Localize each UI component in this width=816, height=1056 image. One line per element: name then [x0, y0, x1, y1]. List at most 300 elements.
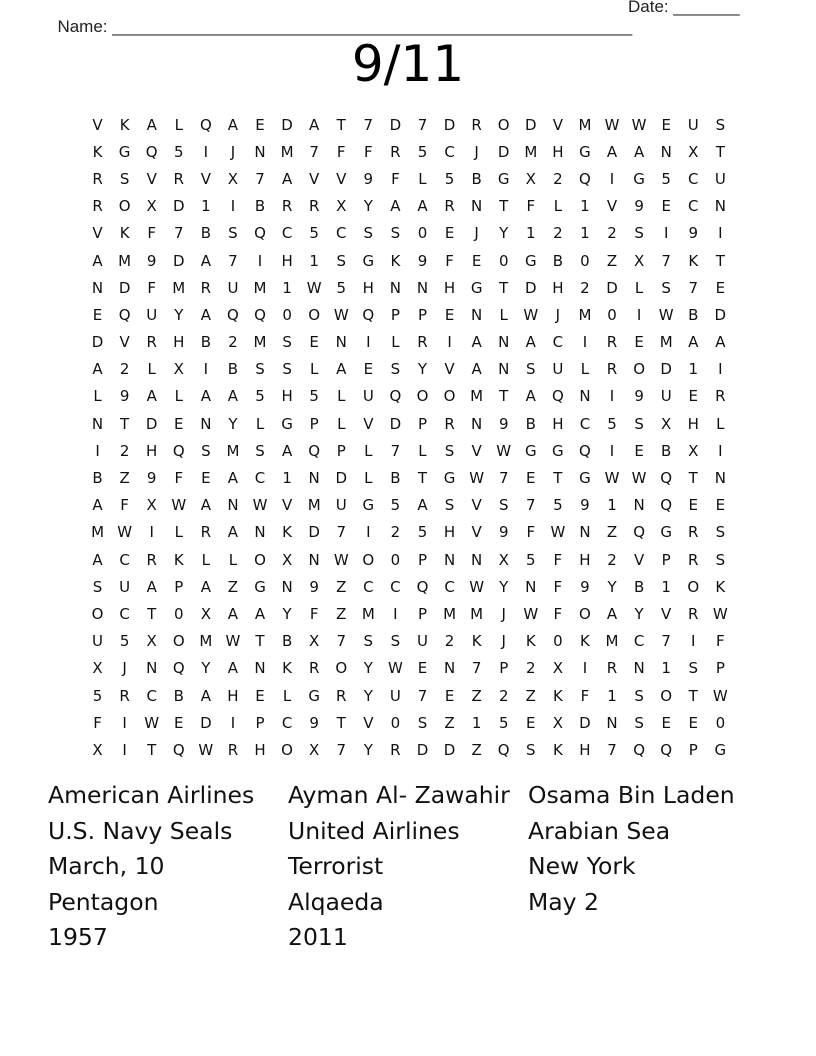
grid-cell[interactable]: I	[636, 305, 642, 324]
grid-cell[interactable]: 0	[390, 550, 401, 569]
grid-cell[interactable]: G	[524, 441, 537, 460]
grid-cell[interactable]: 7	[336, 523, 347, 542]
grid-cell[interactable]: T	[255, 632, 265, 651]
grid-cell[interactable]: W	[333, 550, 349, 569]
grid-cell[interactable]: V	[309, 169, 320, 188]
grid-cell[interactable]: S	[390, 360, 401, 379]
grid-cell[interactable]: M	[280, 142, 294, 161]
grid-cell[interactable]: J	[501, 632, 506, 651]
grid-cell[interactable]: W	[631, 469, 647, 488]
grid-cell[interactable]: E	[174, 713, 184, 732]
grid-cell[interactable]: Y	[201, 659, 211, 678]
grid-cell[interactable]: A	[471, 360, 482, 379]
grid-cell[interactable]: E	[688, 496, 698, 515]
grid-cell[interactable]: N	[443, 659, 456, 678]
grid-cell[interactable]: 7	[228, 251, 238, 270]
grid-cell[interactable]: Z	[336, 604, 347, 623]
grid-cell[interactable]: S	[282, 360, 292, 379]
grid-cell[interactable]: Z	[471, 740, 482, 759]
grid-cell[interactable]: 2	[526, 659, 536, 678]
grid-cell[interactable]: T	[417, 469, 428, 488]
grid-cell[interactable]: S	[634, 686, 644, 705]
grid-cell[interactable]: X	[281, 550, 293, 569]
grid-cell[interactable]: U	[687, 115, 699, 134]
grid-cell[interactable]: K	[525, 632, 536, 651]
grid-cell[interactable]: E	[526, 469, 536, 488]
grid-cell[interactable]: B	[525, 414, 536, 433]
grid-cell[interactable]: 9	[498, 414, 509, 433]
grid-cell[interactable]: U	[714, 169, 726, 188]
grid-cell[interactable]: K	[580, 632, 590, 651]
grid-cell[interactable]: 7	[336, 740, 347, 759]
grid-cell[interactable]: 5	[309, 387, 319, 406]
grid-cell[interactable]: X	[309, 632, 320, 651]
grid-cell[interactable]: V	[471, 523, 482, 542]
grid-cell[interactable]: 0	[282, 305, 292, 324]
grid-cell[interactable]: A	[525, 387, 536, 406]
grid-cell[interactable]: X	[146, 496, 157, 515]
grid-cell[interactable]: X	[309, 740, 320, 759]
grid-cell[interactable]: P	[174, 577, 184, 596]
grid-cell[interactable]: P	[688, 740, 698, 759]
grid-cell[interactable]: Q	[118, 305, 131, 324]
grid-cell[interactable]: R	[606, 333, 618, 352]
grid-cell[interactable]: D	[335, 469, 348, 488]
grid-cell[interactable]: A	[146, 115, 157, 134]
grid-cell[interactable]: N	[308, 469, 320, 488]
grid-cell[interactable]: R	[444, 197, 455, 216]
name-field-label[interactable]: Name: _______________________________________________________	[57, 17, 633, 36]
grid-cell[interactable]: N	[335, 333, 347, 352]
grid-cell[interactable]: L	[201, 550, 211, 569]
grid-cell[interactable]: 5	[390, 496, 401, 515]
grid-cell[interactable]: H	[552, 414, 564, 433]
grid-cell[interactable]: N	[416, 278, 429, 297]
grid-cell[interactable]: Q	[254, 305, 266, 324]
grid-cell[interactable]: 5	[417, 142, 428, 161]
grid-cell[interactable]: N	[579, 523, 591, 542]
grid-cell[interactable]: F	[716, 632, 725, 651]
grid-cell[interactable]: G	[443, 469, 456, 488]
grid-cell[interactable]: B	[390, 469, 401, 488]
grid-cell[interactable]: K	[715, 577, 726, 596]
grid-cell[interactable]: L	[337, 414, 346, 433]
grid-cell[interactable]: B	[200, 333, 211, 352]
grid-cell[interactable]: Y	[228, 414, 238, 433]
grid-cell[interactable]: V	[444, 360, 455, 379]
grid-cell[interactable]: L	[499, 305, 508, 324]
grid-cell[interactable]: C	[688, 197, 699, 216]
grid-cell[interactable]: Y	[282, 604, 292, 623]
grid-cell[interactable]: A	[227, 659, 239, 678]
grid-cell[interactable]: S	[336, 251, 346, 270]
grid-cell[interactable]: I	[663, 224, 669, 243]
grid-cell[interactable]: D	[118, 278, 131, 297]
grid-cell[interactable]: G	[362, 251, 375, 270]
grid-cell[interactable]: 0	[553, 632, 563, 651]
grid-cell[interactable]: A	[200, 686, 211, 705]
grid-cell[interactable]: Z	[471, 686, 482, 705]
grid-cell[interactable]: D	[281, 115, 293, 134]
grid-cell[interactable]: J	[230, 142, 236, 161]
grid-cell[interactable]: 2	[607, 550, 617, 569]
grid-cell[interactable]: X	[146, 197, 157, 216]
grid-cell[interactable]: 0	[607, 305, 617, 324]
grid-cell[interactable]: C	[119, 604, 130, 623]
grid-cell[interactable]: C	[363, 577, 374, 596]
grid-cell[interactable]: A	[336, 360, 347, 379]
grid-cell[interactable]: E	[363, 360, 374, 379]
grid-cell[interactable]: Q	[579, 441, 591, 460]
grid-cell[interactable]: W	[712, 604, 728, 623]
grid-cell[interactable]: U	[119, 577, 131, 596]
grid-cell[interactable]: 1	[282, 278, 292, 297]
grid-cell[interactable]: X	[498, 550, 509, 569]
grid-cell[interactable]: I	[366, 333, 371, 352]
grid-cell[interactable]: X	[633, 251, 645, 270]
grid-cell[interactable]: 5	[119, 632, 130, 651]
grid-cell[interactable]: O	[660, 686, 673, 705]
grid-cell[interactable]: G	[254, 577, 266, 596]
grid-cell[interactable]: Y	[417, 360, 428, 379]
grid-cell[interactable]: O	[308, 305, 321, 324]
grid-cell[interactable]: Z	[525, 686, 536, 705]
grid-cell[interactable]: S	[661, 278, 671, 297]
grid-cell[interactable]: 7	[471, 659, 482, 678]
grid-cell[interactable]: V	[363, 414, 374, 433]
grid-cell[interactable]: X	[688, 142, 699, 161]
grid-cell[interactable]: S	[363, 632, 374, 651]
grid-cell[interactable]: Z	[119, 469, 130, 488]
grid-cell[interactable]: C	[146, 686, 157, 705]
grid-cell[interactable]: 5	[498, 713, 509, 732]
grid-cell[interactable]: N	[498, 360, 510, 379]
grid-cell[interactable]: F	[336, 142, 346, 161]
grid-cell[interactable]: H	[173, 333, 185, 352]
grid-cell[interactable]: M	[226, 441, 240, 460]
grid-cell[interactable]: 5	[661, 169, 671, 188]
grid-cell[interactable]: M	[470, 387, 484, 406]
grid-cell[interactable]: O	[281, 740, 293, 759]
grid-cell[interactable]: A	[309, 115, 320, 134]
grid-cell[interactable]: P	[661, 550, 671, 569]
grid-cell[interactable]: R	[200, 523, 212, 542]
grid-cell[interactable]: B	[200, 224, 211, 243]
grid-cell[interactable]: 1	[607, 686, 617, 705]
grid-cell[interactable]: R	[308, 659, 320, 678]
grid-cell[interactable]: 0	[417, 224, 428, 243]
grid-cell[interactable]: V	[661, 604, 672, 623]
grid-cell[interactable]: R	[119, 686, 130, 705]
grid-cell[interactable]: M	[605, 632, 619, 651]
grid-cell[interactable]: A	[281, 169, 293, 188]
grid-cell[interactable]: V	[471, 496, 482, 515]
grid-cell[interactable]: C	[254, 469, 266, 488]
grid-cell[interactable]: E	[715, 278, 726, 297]
grid-cell[interactable]: Y	[363, 740, 373, 759]
grid-cell[interactable]: I	[149, 523, 154, 542]
grid-cell[interactable]: V	[92, 115, 103, 134]
grid-cell[interactable]: L	[553, 197, 563, 216]
grid-cell[interactable]: A	[227, 387, 239, 406]
grid-cell[interactable]: N	[91, 414, 104, 433]
grid-cell[interactable]: 9	[146, 251, 157, 270]
grid-cell[interactable]: H	[146, 441, 158, 460]
grid-cell[interactable]: 9	[634, 387, 644, 406]
grid-cell[interactable]: U	[552, 360, 564, 379]
grid-cell[interactable]: J	[555, 305, 561, 324]
grid-cell[interactable]: U	[416, 632, 428, 651]
grid-cell[interactable]: S	[119, 169, 130, 188]
grid-cell[interactable]: B	[661, 441, 672, 460]
grid-cell[interactable]: 9	[580, 577, 590, 596]
grid-cell[interactable]: G	[497, 169, 510, 188]
grid-cell[interactable]: S	[688, 659, 699, 678]
grid-cell[interactable]: 1	[580, 224, 590, 243]
grid-cell[interactable]: C	[281, 224, 293, 243]
grid-cell[interactable]: O	[91, 604, 104, 623]
grid-cell[interactable]: Q	[362, 305, 375, 324]
grid-cell[interactable]: C	[688, 169, 699, 188]
grid-cell[interactable]: Q	[308, 441, 321, 460]
grid-cell[interactable]: S	[444, 441, 455, 460]
grid-cell[interactable]: F	[391, 169, 400, 188]
grid-cell[interactable]: N	[254, 523, 266, 542]
grid-cell[interactable]: P	[715, 659, 725, 678]
grid-cell[interactable]: A	[200, 305, 211, 324]
grid-cell[interactable]: K	[119, 224, 130, 243]
grid-cell[interactable]: H	[362, 278, 374, 297]
grid-cell[interactable]: H	[254, 740, 266, 759]
grid-cell[interactable]: 2	[553, 169, 563, 188]
grid-cell[interactable]: E	[309, 333, 319, 352]
grid-cell[interactable]: 9	[363, 169, 374, 188]
grid-cell[interactable]: W	[658, 305, 674, 324]
grid-cell[interactable]: G	[308, 686, 320, 705]
grid-cell[interactable]: D	[660, 360, 672, 379]
grid-cell[interactable]: R	[606, 360, 618, 379]
grid-cell[interactable]: X	[227, 169, 239, 188]
grid-cell[interactable]: S	[363, 224, 374, 243]
grid-cell[interactable]: O	[362, 550, 375, 569]
grid-cell[interactable]: S	[228, 224, 238, 243]
grid-cell[interactable]: F	[553, 550, 563, 569]
grid-cell[interactable]: K	[92, 142, 103, 161]
grid-cell[interactable]: I	[203, 360, 209, 379]
grid-cell[interactable]: W	[252, 496, 268, 515]
grid-cell[interactable]: 2	[553, 224, 563, 243]
grid-cell[interactable]: W	[712, 686, 728, 705]
grid-cell[interactable]: X	[200, 604, 211, 623]
grid-cell[interactable]: D	[525, 278, 537, 297]
grid-cell[interactable]: D	[308, 523, 320, 542]
grid-cell[interactable]: 9	[580, 496, 590, 515]
grid-cell[interactable]: G	[362, 496, 375, 515]
grid-cell[interactable]: G	[579, 142, 591, 161]
grid-cell[interactable]: W	[117, 523, 133, 542]
grid-cell[interactable]: N	[308, 550, 320, 569]
grid-cell[interactable]: R	[688, 604, 699, 623]
grid-cell[interactable]: N	[200, 414, 212, 433]
grid-cell[interactable]: A	[715, 333, 726, 352]
grid-cell[interactable]: N	[389, 278, 402, 297]
grid-cell[interactable]: T	[688, 686, 698, 705]
grid-cell[interactable]: T	[715, 251, 725, 270]
grid-cell[interactable]: W	[171, 496, 187, 515]
grid-cell[interactable]: L	[580, 360, 590, 379]
grid-cell[interactable]: 1	[580, 197, 590, 216]
grid-cell[interactable]: G	[552, 441, 564, 460]
grid-cell[interactable]: 7	[661, 251, 671, 270]
grid-cell[interactable]: Q	[172, 659, 185, 678]
grid-cell[interactable]: Q	[416, 577, 429, 596]
grid-cell[interactable]: N	[146, 659, 158, 678]
grid-cell[interactable]: W	[550, 523, 566, 542]
grid-cell[interactable]: B	[254, 197, 266, 216]
grid-cell[interactable]: E	[661, 115, 671, 134]
grid-cell[interactable]: A	[606, 604, 618, 623]
grid-cell[interactable]: A	[254, 604, 266, 623]
grid-cell[interactable]: O	[118, 197, 131, 216]
grid-cell[interactable]: S	[526, 740, 536, 759]
grid-cell[interactable]: C	[552, 333, 564, 352]
grid-cell[interactable]: I	[122, 713, 127, 732]
grid-cell[interactable]: 7	[174, 224, 184, 243]
grid-cell[interactable]: D	[497, 142, 510, 161]
grid-cell[interactable]: N	[714, 197, 726, 216]
grid-cell[interactable]: G	[470, 278, 483, 297]
grid-cell[interactable]: L	[93, 387, 102, 406]
grid-cell[interactable]: E	[255, 115, 265, 134]
grid-cell[interactable]: I	[203, 142, 209, 161]
grid-cell[interactable]: U	[146, 305, 158, 324]
grid-cell[interactable]: I	[95, 441, 100, 460]
grid-cell[interactable]: A	[227, 604, 239, 623]
grid-cell[interactable]: K	[688, 251, 699, 270]
grid-cell[interactable]: D	[172, 251, 185, 270]
grid-cell[interactable]: E	[688, 713, 698, 732]
grid-cell[interactable]: D	[389, 115, 402, 134]
grid-cell[interactable]: 7	[417, 686, 428, 705]
grid-cell[interactable]: L	[337, 387, 346, 406]
grid-cell[interactable]: R	[688, 550, 699, 569]
grid-cell[interactable]: N	[471, 414, 483, 433]
grid-cell[interactable]: L	[364, 441, 373, 460]
grid-cell[interactable]: Y	[607, 577, 617, 596]
grid-cell[interactable]: R	[444, 414, 455, 433]
grid-cell[interactable]: R	[471, 115, 482, 134]
grid-cell[interactable]: D	[443, 740, 456, 759]
grid-cell[interactable]: L	[418, 441, 427, 460]
grid-cell[interactable]: R	[417, 333, 428, 352]
grid-cell[interactable]: N	[443, 550, 456, 569]
grid-cell[interactable]: O	[254, 550, 266, 569]
grid-cell[interactable]: W	[469, 469, 485, 488]
grid-cell[interactable]: A	[200, 387, 211, 406]
grid-cell[interactable]: C	[281, 713, 293, 732]
grid-cell[interactable]: B	[688, 305, 699, 324]
grid-cell[interactable]: R	[715, 387, 726, 406]
grid-cell[interactable]: 7	[336, 632, 347, 651]
grid-cell[interactable]: P	[390, 305, 400, 324]
grid-cell[interactable]: 5	[553, 496, 563, 515]
grid-cell[interactable]: C	[444, 142, 455, 161]
grid-cell[interactable]: F	[553, 577, 563, 596]
grid-cell[interactable]: B	[227, 360, 239, 379]
grid-cell[interactable]: S	[255, 441, 265, 460]
grid-cell[interactable]: 2	[390, 523, 401, 542]
grid-cell[interactable]: G	[524, 251, 537, 270]
grid-cell[interactable]: A	[417, 496, 428, 515]
grid-cell[interactable]: R	[227, 740, 239, 759]
grid-cell[interactable]: W	[496, 441, 512, 460]
grid-cell[interactable]: 5	[444, 169, 455, 188]
grid-cell[interactable]: 9	[417, 251, 428, 270]
grid-cell[interactable]: F	[174, 469, 184, 488]
grid-cell[interactable]: 9	[634, 197, 644, 216]
grid-cell[interactable]: T	[499, 387, 509, 406]
grid-cell[interactable]: I	[609, 169, 615, 188]
grid-cell[interactable]: M	[172, 278, 186, 297]
grid-cell[interactable]: A	[633, 142, 645, 161]
grid-cell[interactable]: R	[336, 686, 347, 705]
grid-cell[interactable]: Q	[254, 224, 266, 243]
grid-cell[interactable]: N	[660, 142, 672, 161]
grid-cell[interactable]: N	[281, 577, 293, 596]
grid-cell[interactable]: S	[417, 713, 428, 732]
grid-cell[interactable]: R	[390, 740, 401, 759]
grid-cell[interactable]: M	[659, 333, 673, 352]
grid-cell[interactable]: I	[122, 740, 127, 759]
grid-cell[interactable]: D	[91, 333, 104, 352]
grid-cell[interactable]: A	[146, 577, 157, 596]
grid-cell[interactable]: F	[147, 278, 157, 297]
grid-cell[interactable]: T	[147, 740, 157, 759]
grid-cell[interactable]: O	[579, 604, 591, 623]
grid-cell[interactable]: S	[634, 713, 644, 732]
grid-cell[interactable]: N	[525, 577, 537, 596]
grid-cell[interactable]: A	[200, 577, 211, 596]
grid-cell[interactable]: 9	[688, 224, 699, 243]
grid-cell[interactable]: E	[92, 305, 103, 324]
grid-cell[interactable]: A	[227, 469, 239, 488]
grid-cell[interactable]: P	[255, 713, 265, 732]
grid-cell[interactable]: J	[122, 659, 127, 678]
grid-cell[interactable]: B	[281, 632, 293, 651]
grid-cell[interactable]: L	[309, 360, 319, 379]
grid-cell[interactable]: N	[714, 469, 726, 488]
grid-cell[interactable]: W	[523, 305, 539, 324]
grid-cell[interactable]: H	[552, 278, 564, 297]
grid-cell[interactable]: A	[92, 550, 103, 569]
grid-cell[interactable]: Y	[174, 305, 184, 324]
grid-cell[interactable]: L	[174, 523, 183, 542]
grid-cell[interactable]: T	[715, 142, 725, 161]
grid-cell[interactable]: D	[714, 305, 727, 324]
grid-cell[interactable]: 5	[255, 387, 265, 406]
grid-cell[interactable]: O	[633, 360, 645, 379]
grid-cell[interactable]: T	[120, 414, 130, 433]
grid-cell[interactable]: Z	[444, 713, 455, 732]
grid-cell[interactable]: F	[580, 686, 590, 705]
grid-cell[interactable]: Q	[389, 387, 402, 406]
grid-cell[interactable]: U	[389, 686, 401, 705]
grid-cell[interactable]: A	[606, 142, 618, 161]
grid-cell[interactable]: O	[172, 632, 185, 651]
grid-cell[interactable]: N	[471, 305, 483, 324]
grid-cell[interactable]: S	[390, 224, 401, 243]
grid-cell[interactable]: K	[173, 550, 184, 569]
